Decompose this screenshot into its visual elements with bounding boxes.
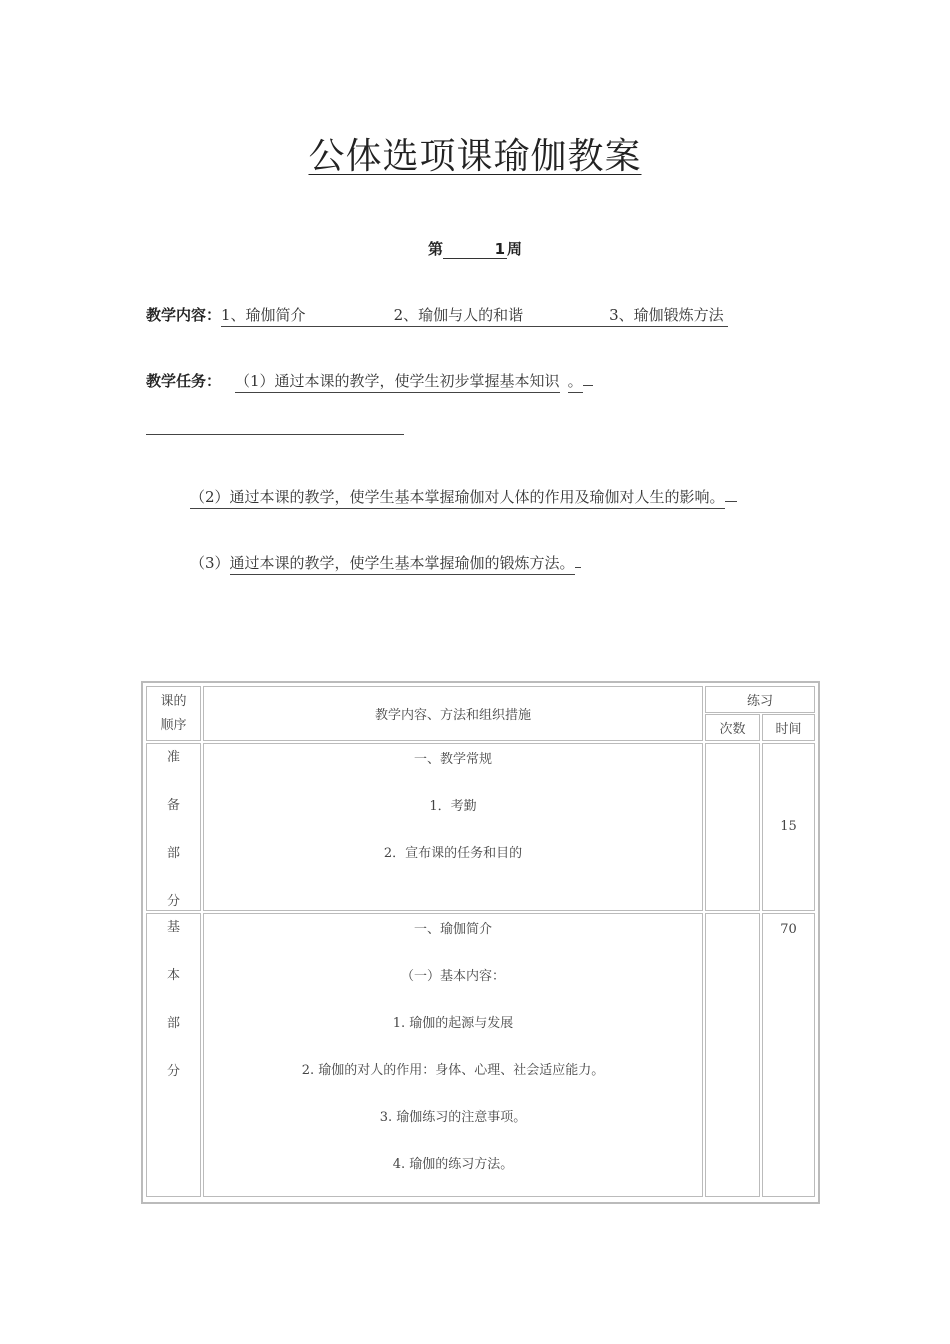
row-2-part-char: 部 <box>166 1016 180 1031</box>
task-3-number: （3） <box>190 554 230 572</box>
row-1-line: 一、教学常规 <box>413 752 492 767</box>
week-prefix: 第 <box>427 240 443 258</box>
task-2-row <box>190 486 737 507</box>
row-1-part-char: 准 <box>166 750 180 765</box>
page-title: 公体选项课瑜伽教案 <box>308 136 642 177</box>
teaching-task-label: 教学任务： <box>146 372 222 390</box>
header-content: 教学内容、方法和组织措施 <box>203 686 703 741</box>
row-1-line: 1．考勤 <box>429 799 477 814</box>
row-2-part-char: 基 <box>166 920 180 935</box>
row-1-content <box>203 743 703 911</box>
content-item-2: 2、瑜伽与人的和谐 <box>393 306 524 324</box>
task-1-end: 。 <box>568 372 583 393</box>
row-2-line: 3. 瑜伽练习的注意事项。 <box>379 1110 527 1125</box>
task-3-row <box>190 552 581 573</box>
week-line <box>0 238 950 259</box>
week-suffix: 周 <box>507 240 523 258</box>
row-2-line: 4. 瑜伽的练习方法。 <box>392 1157 514 1172</box>
row-2-line: 2. 瑜伽的对人的作用：身体、心理、社会适应能力。 <box>301 1063 605 1078</box>
row-2-part-char: 分 <box>166 1064 180 1079</box>
row-1-part-char: 备 <box>166 798 180 813</box>
row-2-part-char: 本 <box>166 968 180 983</box>
task-2: （2）通过本课的教学，使学生基本掌握瑜伽对人体的作用及瑜伽对人生的影响。 <box>190 488 725 509</box>
header-order <box>146 686 201 741</box>
task-1: （1）通过本课的教学，使学生初步掌握基本知识 <box>235 372 560 393</box>
row-2-line: （一）基本内容： <box>400 969 505 984</box>
row-1-line: 2．宣布课的任务和目的 <box>383 846 523 861</box>
row-2-content <box>203 913 703 1197</box>
blank-underline <box>146 434 404 435</box>
header-order-line2: 顺序 <box>160 717 187 733</box>
teaching-task-row <box>146 370 593 391</box>
teaching-content-label: 教学内容： <box>146 306 222 324</box>
row-1-part-char: 分 <box>166 894 180 909</box>
content-item-3: 3、瑜伽锻炼方法 <box>609 306 724 324</box>
header-practice: 练习 <box>705 686 815 713</box>
header-order-line1: 课的 <box>160 693 187 709</box>
row-1-time: 15 <box>762 743 815 911</box>
task-3: 通过本课的教学，使学生基本掌握瑜伽的锻炼方法。 <box>230 554 575 575</box>
header-time: 时间 <box>762 714 815 741</box>
header-count: 次数 <box>705 714 760 741</box>
row-2-count <box>705 913 760 1197</box>
teaching-content-row <box>146 304 728 325</box>
row-2-part <box>146 913 201 1197</box>
row-1-part <box>146 743 201 911</box>
row-2-line: 一、瑜伽简介 <box>413 922 492 937</box>
row-1-count <box>705 743 760 911</box>
row-1-part-char: 部 <box>166 846 180 861</box>
teaching-content-items <box>221 306 728 327</box>
lesson-table <box>141 681 820 1204</box>
row-2-time: 70 <box>762 913 815 1197</box>
content-item-1: 1、瑜伽简介 <box>221 306 306 324</box>
row-2-line: 1. 瑜伽的起源与发展 <box>392 1016 514 1031</box>
week-number: 1 <box>443 240 507 259</box>
